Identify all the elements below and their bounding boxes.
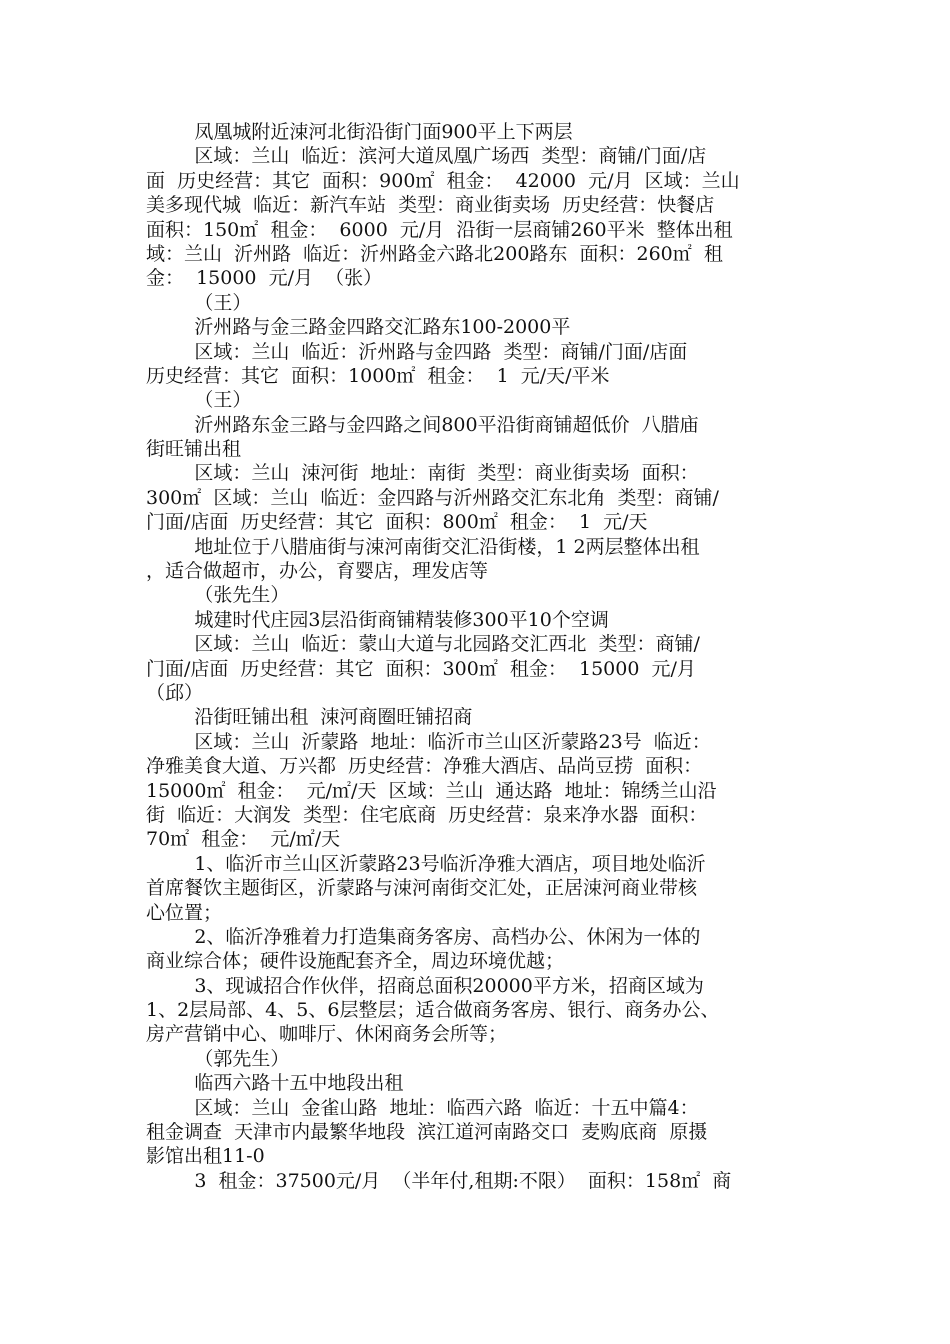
text-line: （王） xyxy=(146,389,252,412)
text-line: 3、现诚招合作伙伴，招商总面积20000平方米，招商区域为 xyxy=(146,974,704,997)
text-line: 域：兰山 沂州路 临近：沂州路金六路北200路东 面积：260㎡ 租 xyxy=(146,242,723,265)
text-line: 美多现代城 临近：新汽车站 类型：商业街卖场 历史经营：快餐店 xyxy=(146,194,715,217)
text-line: 2、临沂净雅着力打造集商务客房、高档办公、休闲为一体的 xyxy=(146,925,701,948)
text-line: 区域：兰山 金雀山路 地址：临西六路 临近：十五中篇4： xyxy=(146,1096,699,1119)
text-line: 1、2层局部、4、5、6层整层；适合做商务客房、银行、商务办公、 xyxy=(146,999,720,1022)
text-line: 300㎡ 区域：兰山 临近：金四路与沂州路交汇东北角 类型：商铺/ xyxy=(146,486,719,509)
document-body xyxy=(146,120,816,1193)
text-line: 凤凰城附近涑河北街沿街门面900平上下两层 xyxy=(146,121,573,143)
text-line: 影馆出租11-0 xyxy=(146,1145,265,1168)
text-line: 1、临沂市兰山区沂蒙路23号临沂净雅大酒店，项目地处临沂 xyxy=(146,852,706,875)
text-line: 门面/店面 历史经营：其它 面积：300㎡ 租金： 15000 元/月 xyxy=(146,657,696,680)
text-line: 心位置； xyxy=(146,901,223,924)
text-line: 面积：150㎡ 租金： 6000 元/月 沿街一层商铺260平米 整体出租 xyxy=(146,218,733,241)
text-line: ，适合做超市，办公，育婴店，理发店等 xyxy=(146,560,489,583)
text-line: 区域：兰山 临近：蒙山大道与北园路交汇西北 类型：商铺/ xyxy=(146,633,700,656)
text-line: 15000㎡ 租金： 元/㎡/天 区域：兰山 通达路 地址：锦绣兰山沿 xyxy=(146,779,717,802)
text-line: 街 临近：大润发 类型：住宅底商 历史经营：泉来净水器 面积： xyxy=(146,803,708,826)
text-line: 城建时代庄园3层沿街商铺精装修300平10个空调 xyxy=(146,608,609,631)
text-line: （郭先生） xyxy=(146,1047,290,1070)
text-line: 首席餐饮主题街区，沂蒙路与涑河南街交汇处，正居涑河商业带核 xyxy=(146,877,698,900)
text-line: 街旺铺出租 xyxy=(146,438,242,461)
text-line: 区域：兰山 涑河街 地址：南街 类型：商业街卖场 面积： xyxy=(146,462,699,485)
text-line: （邱） xyxy=(146,681,204,704)
text-line: 租金调查 天津市内最繁华地段 滨江道河南路交口 麦购底商 原摄 xyxy=(146,1121,708,1144)
text-line: 净雅美食大道、万兴都 历史经营：净雅大酒店、品尚豆捞 面积： xyxy=(146,755,703,778)
text-line: 沂州路与金三路金四路交汇路东100-2000平 xyxy=(146,316,571,339)
text-line: （王） xyxy=(146,291,252,314)
text-line: 历史经营：其它 面积：1000㎡ 租金： 1 元/天/平米 xyxy=(146,364,610,387)
text-line: 房产营销中心、咖啡厅、休闲商务会所等； xyxy=(146,1023,508,1046)
text-line: 区域：兰山 临近：滨河大道凤凰广场西 类型：商铺/门面/店 xyxy=(146,145,707,168)
text-line: 区域：兰山 临近：沂州路与金四路 类型：商铺/门面/店面 xyxy=(146,340,688,363)
text-line: 区域：兰山 沂蒙路 地址：临沂市兰山区沂蒙路23号 临近： xyxy=(146,730,711,753)
text-line: 商业综合体；硬件设施配套齐全，周边环境优越； xyxy=(146,950,565,973)
text-line: 70㎡ 租金： 元/㎡/天 xyxy=(146,828,341,851)
text-line: 金： 15000 元/月 （张） xyxy=(146,267,383,290)
text-line: 3 租金：37500元/月 （半年付,租期:不限） 面积：158㎡ 商 xyxy=(146,1169,732,1192)
text-line: 面 历史经营：其它 面积：900㎡ 租金： 42000 元/月 区域：兰山 xyxy=(146,169,740,192)
text-line: （张先生） xyxy=(146,584,290,607)
text-line: 门面/店面 历史经营：其它 面积：800㎡ 租金： 1 元/天 xyxy=(146,511,648,534)
text-line: 沂州路东金三路与金四路之间800平沿街商铺超低价 八腊庙 xyxy=(146,413,699,436)
text-line: 地址位于八腊庙街与涑河南街交汇沿街楼，1 2两层整体出租 xyxy=(146,535,700,558)
text-line: 临西六路十五中地段出租 xyxy=(146,1072,404,1095)
text-line: 沿街旺铺出租 涑河商圈旺铺招商 xyxy=(146,706,473,729)
